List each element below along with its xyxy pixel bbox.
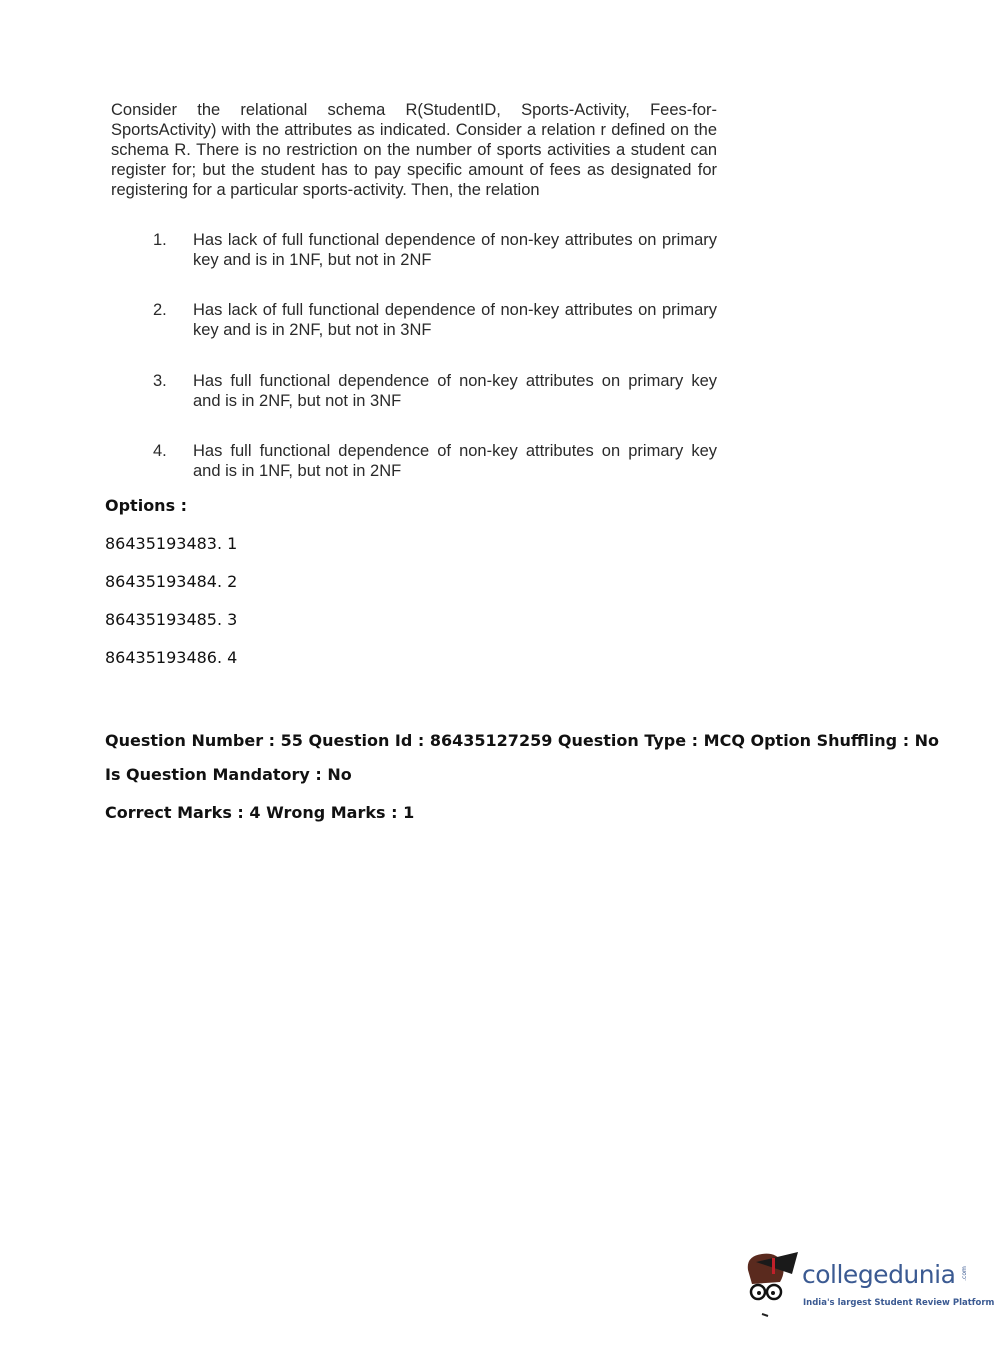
- statement-text: Has full functional dependence of non-key attributes on primary key and is in 2NF, but not in 3NF: [193, 372, 717, 410]
- question-text: Consider the relational schema R(StudentID, Sports-Activity, Fees-for-SportsActivity) with the attributes as indicated. Consider a relation r defined on the schema R. There is no restriction on the number of sports activities a student can register for; but the student has to pay specific amount of fees as designated for registering for a particular sports-activity. Then, the relation: [111, 101, 717, 199]
- question-mandatory: Is Question Mandatory : No: [105, 765, 352, 784]
- statement-number: 2.: [153, 301, 167, 319]
- statement-number: 1.: [153, 231, 167, 249]
- mascot-icon: [742, 1248, 802, 1320]
- option-2: 86435193484. 2: [105, 572, 238, 591]
- options-label: Options :: [105, 496, 188, 515]
- question-marks: Correct Marks : 4 Wrong Marks : 1: [105, 803, 415, 822]
- collegedunia-logo: [742, 1248, 995, 1320]
- logo-tagline: India's largest Student Review Platform: [803, 1298, 995, 1308]
- logo-suffix: .com: [960, 1266, 968, 1281]
- logo-brand: collegedunia: [802, 1260, 956, 1289]
- statement-number: 3.: [153, 372, 167, 390]
- statement-text: Has lack of full functional dependence of non-key attributes on primary key and is in 1NF, but not in 2NF: [193, 231, 717, 269]
- statement-number: 4.: [153, 442, 167, 460]
- option-1: 86435193483. 1: [105, 534, 238, 553]
- question-meta: Question Number : 55 Question Id : 86435127259 Question Type : MCQ Option Shuffling : No: [105, 731, 940, 750]
- statement-text: Has lack of full functional dependence of non-key attributes on primary key and is in 2NF, but not in 3NF: [193, 301, 717, 339]
- option-4: 86435193486. 4: [105, 648, 238, 667]
- option-3: 86435193485. 3: [105, 610, 238, 629]
- statement-text: Has full functional dependence of non-key attributes on primary key and is in 1NF, but not in 2NF: [193, 442, 717, 480]
